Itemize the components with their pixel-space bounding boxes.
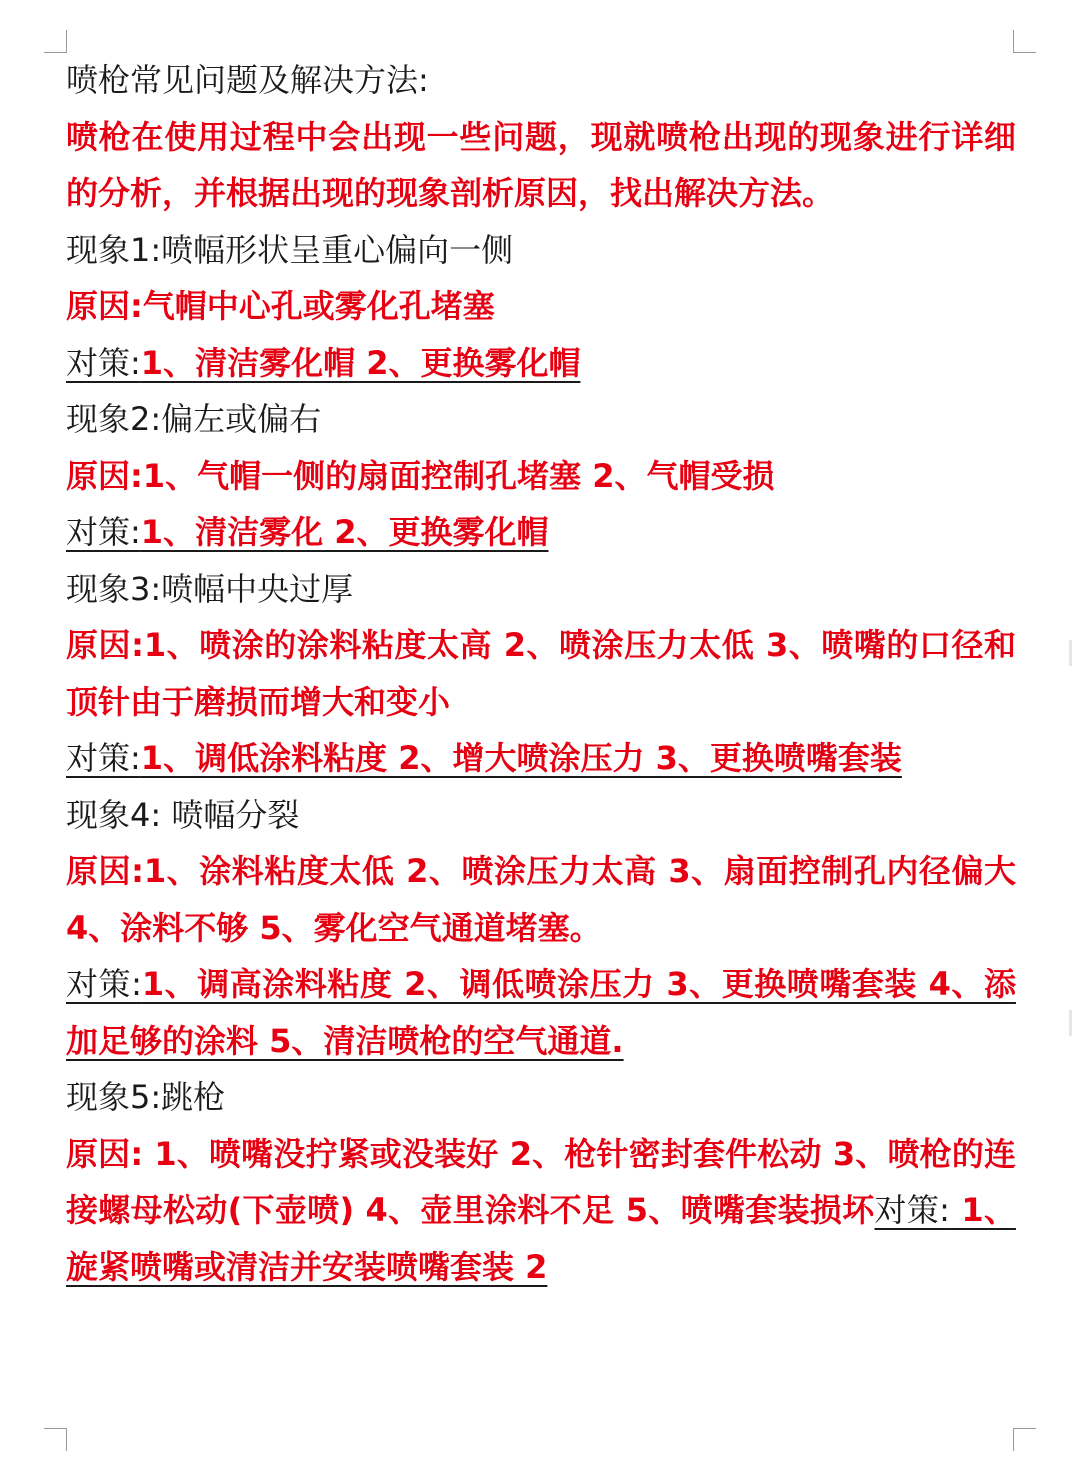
fix-2-text: 1、清洁雾化 2、更换雾化帽: [140, 513, 549, 551]
page-corner-bottom-right: [1013, 1428, 1036, 1451]
page-corner-top-left: [44, 30, 67, 53]
fix-label: 对策:: [66, 739, 141, 777]
fix-label: 对策:: [66, 965, 142, 1003]
cause-5: [66, 1126, 1016, 1296]
fix-label: 对策:: [66, 343, 141, 382]
phenomenon-4: 现象4: 喷幅分裂: [66, 795, 300, 834]
phenomenon-5: 现象5:跳枪: [66, 1078, 226, 1116]
fix-label: 对策:: [66, 513, 141, 551]
page-corner-top-right: [1013, 30, 1036, 53]
cause-1: 原因:气帽中心孔或雾化孔堵塞: [66, 287, 495, 325]
fix-4-text: 1、调高涂料粘度 2、调低喷涂压力 3、更换喷嘴套装 4、添加足够的涂料 5、清洁喷枪的空气通道.: [66, 965, 1016, 1060]
fix-label: 对策:: [874, 1191, 950, 1229]
document-body: [66, 52, 1016, 1295]
phenomenon-2: 现象2:偏左或偏右: [66, 400, 322, 438]
phenomenon-3: 现象3:喷幅中央过厚: [66, 569, 354, 608]
cause-4: 原因:1、涂料粘度太低 2、喷涂压力太高 3、扇面控制孔内径偏大 4、涂料不够 5、雾化空气通道堵塞。: [66, 852, 1016, 947]
cause-2: 原因:1、气帽一侧的扇面控制孔堵塞 2、气帽受损: [66, 456, 775, 495]
fix-2: [66, 504, 1016, 561]
fix-5-text: 1、旋紧喷嘴或清洁并安装喷嘴套装 2: [66, 1191, 1016, 1286]
intro-paragraph: 喷枪在使用过程中会出现一些问题，现就喷枪出现的现象进行详细的分析，并根据出现的现象剖析原因，找出解决方法。: [66, 117, 1016, 212]
cause-5-text: 原因: 1、喷嘴没拧紧或没装好 2、枪针密封套件松动 3、喷枪的连接螺母松动(下壶喷) 4、壶里涂料不足 5、喷嘴套装损坏: [66, 1134, 1016, 1229]
page-corner-bottom-left: [44, 1428, 67, 1451]
phenomenon-1: 现象1:喷幅形状呈重心偏向一侧: [66, 230, 514, 269]
fix-1: [66, 335, 1016, 392]
fix-3-text: 1、调低涂料粘度 2、增大喷涂压力 3、更换喷嘴套装: [140, 739, 902, 777]
document-title: 喷枪常见问题及解决方法:: [66, 61, 429, 99]
scroll-edge-marker: [1069, 1010, 1072, 1036]
fix-4: [66, 956, 1016, 1069]
fix-3: [66, 730, 1016, 787]
scroll-edge-marker: [1069, 640, 1072, 666]
cause-3: 原因:1、喷涂的涂料粘度太高 2、喷涂压力太低 3、喷嘴的口径和顶针由于磨损而增大和变小: [66, 626, 1016, 721]
fix-1-text: 1、清洁雾化帽 2、更换雾化帽: [140, 343, 581, 382]
